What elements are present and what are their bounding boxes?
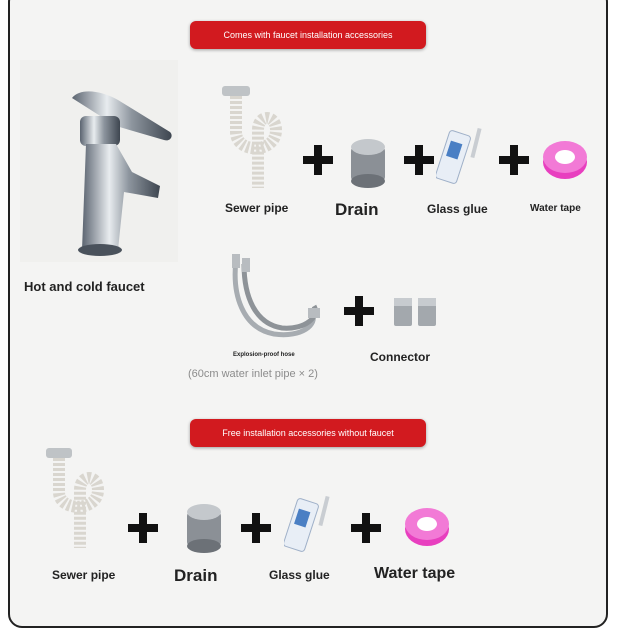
water-tape-icon: [403, 505, 451, 549]
plus-icon: [344, 296, 374, 326]
drain-icon: [181, 498, 227, 554]
sewer-pipe-icon: [214, 84, 298, 194]
bottom-banner: Free installation accessories without faucet: [190, 419, 426, 447]
hose-image: [222, 254, 326, 350]
plus-icon: [128, 513, 158, 543]
water-tape-image-2: [403, 505, 451, 549]
water-tape-label-1: Water tape: [530, 203, 581, 214]
glass-glue-icon: [284, 490, 342, 552]
plus-icon: [351, 513, 381, 543]
plus-icon: [499, 145, 529, 175]
drain-label-1: Drain: [335, 200, 379, 219]
sewer-pipe-label-2: Sewer pipe: [52, 568, 116, 582]
drain-icon: [345, 133, 391, 189]
water-tape-label-2: Water tape: [374, 565, 456, 582]
connector-image: [392, 294, 438, 328]
plus-icon: [303, 145, 333, 175]
water-tape-image-1: [541, 138, 589, 182]
sewer-pipe-icon: [40, 446, 124, 552]
hose-caption: Explosion-proof hose: [233, 352, 295, 358]
sewer-pipe-image-2: [40, 446, 124, 552]
faucet-icon: [20, 60, 178, 262]
hose-icon: [222, 254, 326, 350]
faucet-label: Hot and cold faucet: [24, 279, 145, 294]
glass-glue-label-2: Glass glue: [269, 568, 330, 582]
glass-glue-image-1: [436, 122, 494, 184]
drain-image-1: [345, 133, 391, 189]
glass-glue-icon: [436, 122, 494, 184]
faucet-image: [20, 60, 178, 262]
sewer-pipe-image-1: [214, 84, 298, 194]
hose-note: (60cm water inlet pipe × 2): [188, 368, 318, 380]
sewer-pipe-label-1: Sewer pipe: [225, 201, 289, 215]
drain-image-2: [181, 498, 227, 554]
top-banner: Comes with faucet installation accessories: [190, 21, 426, 49]
connector-label: Connector: [370, 350, 430, 364]
drain-label-2: Drain: [174, 566, 218, 585]
water-tape-icon: [541, 138, 589, 182]
glass-glue-image-2: [284, 490, 342, 552]
plus-icon: [404, 145, 434, 175]
glass-glue-label-1: Glass glue: [427, 202, 488, 216]
connector-icon: [392, 294, 438, 328]
plus-icon: [241, 513, 271, 543]
